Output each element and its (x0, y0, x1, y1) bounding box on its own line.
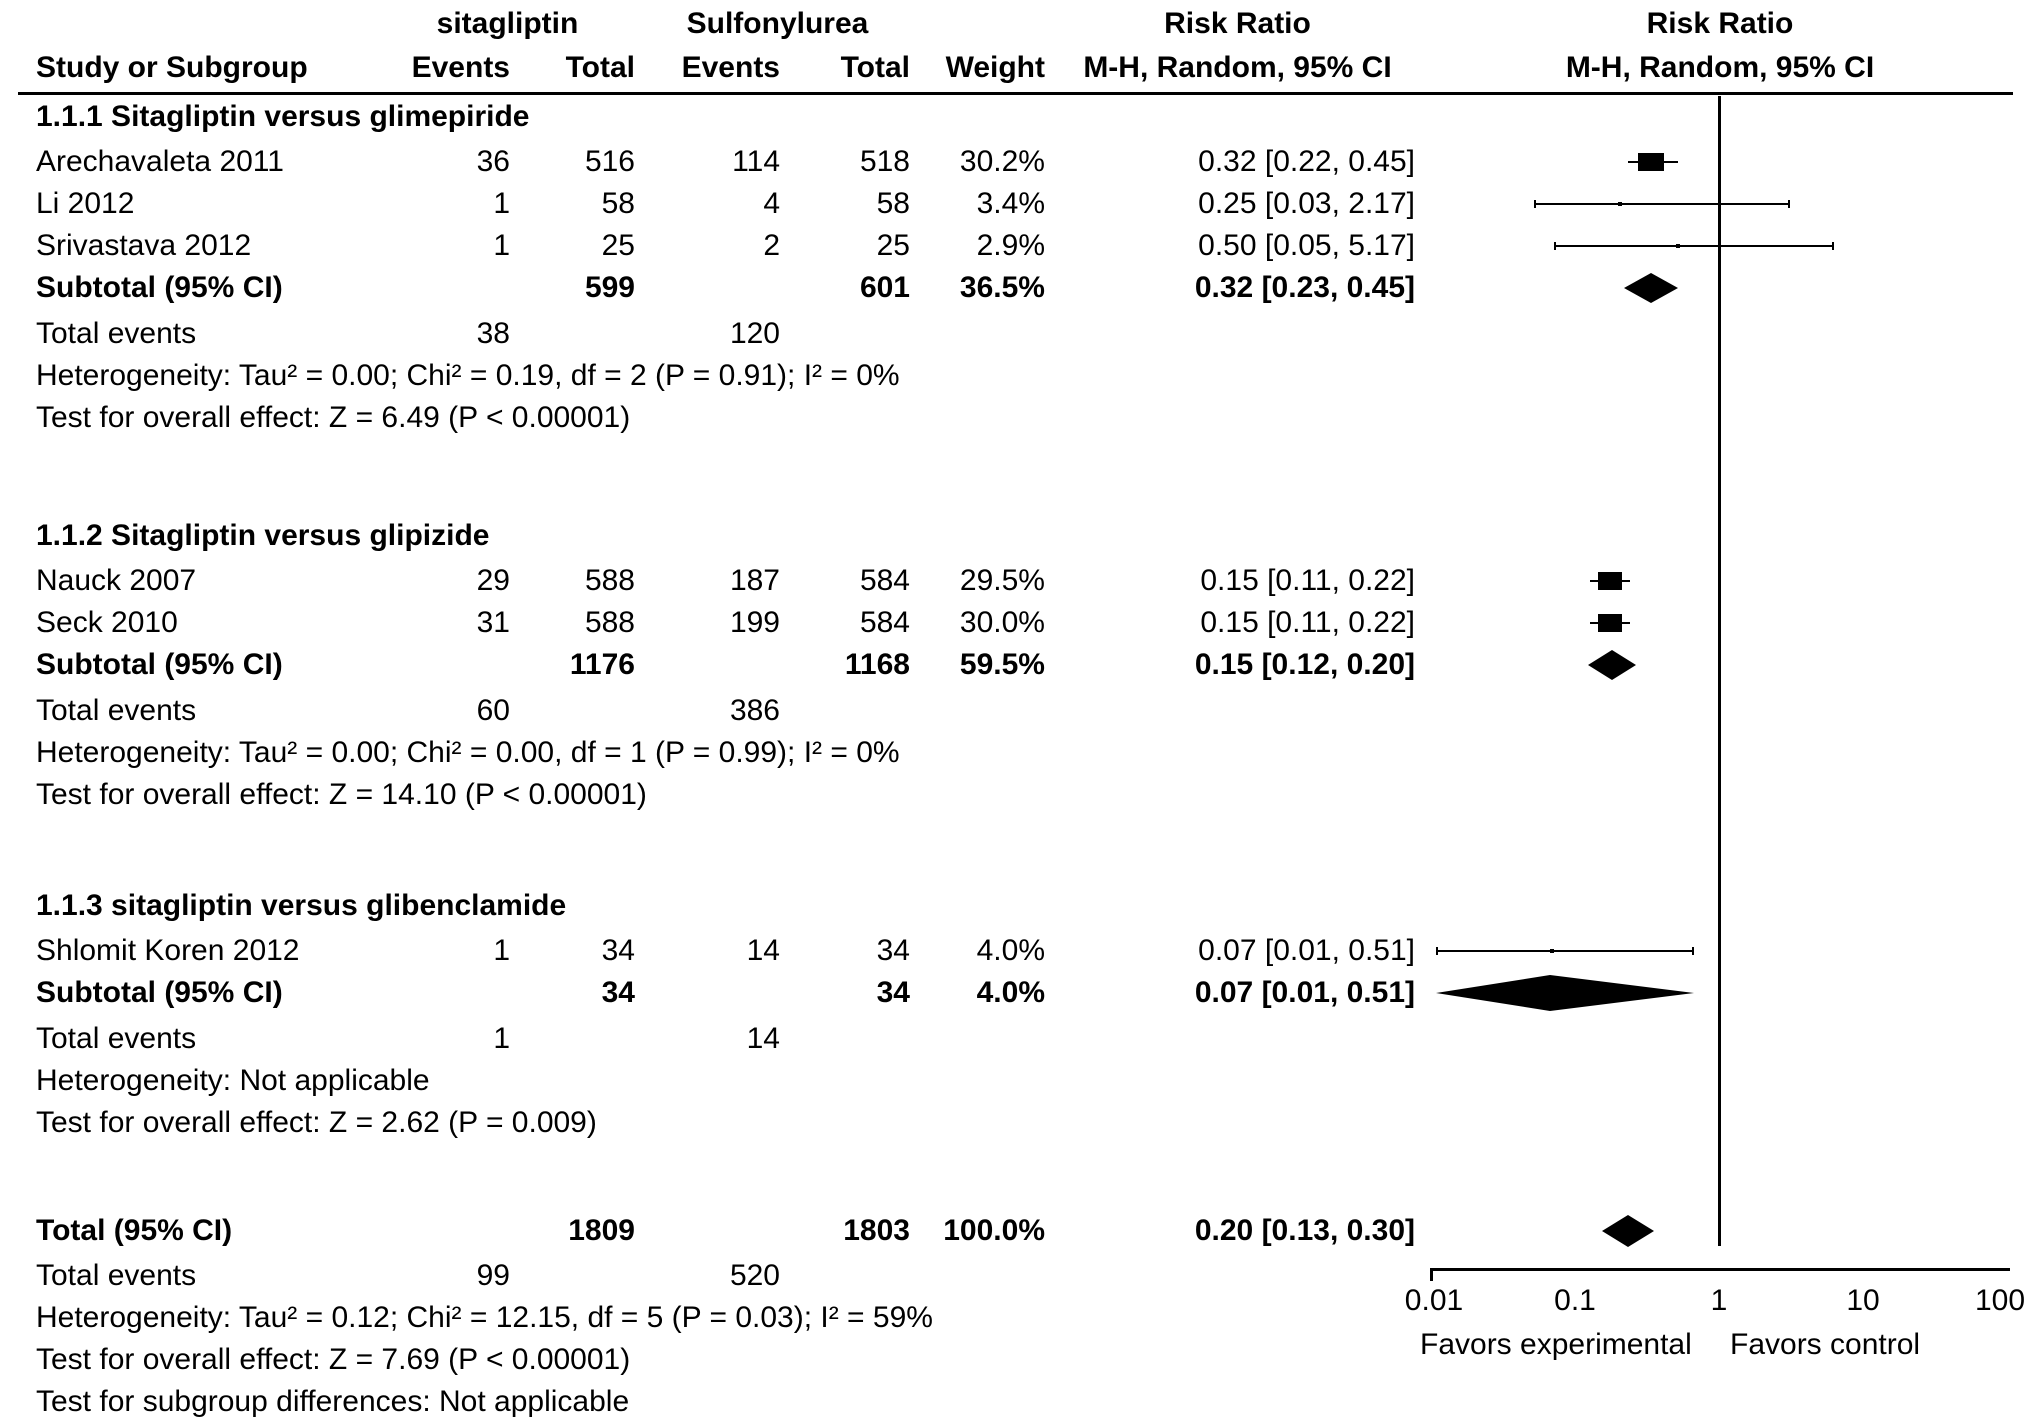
study-events-2: 2 (763, 229, 780, 262)
header-weight: Weight (945, 51, 1045, 84)
axis-tick-label: 1 (1710, 1284, 1728, 1317)
subtotal-total-1: 34 (601, 976, 635, 1009)
total-total-2: 1803 (843, 1214, 910, 1247)
total-total-1: 1809 (568, 1214, 635, 1247)
axis-line (1430, 1268, 2010, 1271)
study-marker (1430, 560, 2010, 602)
header-events-1: Events (411, 51, 510, 84)
overall-effect-text: Test for overall effect: Z = 6.49 (P < 0.00001) (36, 401, 631, 434)
study-name: Nauck 2007 (36, 564, 197, 597)
overall-effect-text: Test for overall effect: Z = 7.69 (P < 0.00001) (36, 1343, 631, 1376)
study-name: Arechavaleta 2011 (36, 145, 284, 178)
study-events-2: 199 (729, 606, 780, 639)
study-name: Li 2012 (36, 187, 135, 220)
total-label: Total (95% CI) (36, 1214, 233, 1247)
study-risk-ratio-ci: 0.50 [0.05, 5.17] (1198, 229, 1415, 262)
axis-tick-label: 10 (1846, 1284, 1880, 1317)
subtotal-total-2: 34 (876, 976, 910, 1009)
header-divider (18, 92, 2013, 95)
subtotal-total-1: 599 (584, 271, 635, 304)
study-risk-ratio-ci: 0.25 [0.03, 2.17] (1198, 187, 1415, 220)
header-mh-random-ci-plot: M-H, Random, 95% CI (1565, 51, 1875, 84)
subgroup-heading-1: 1.1.1 Sitagliptin versus glimepiride (36, 100, 530, 133)
total-events-1: 99 (476, 1259, 510, 1292)
subtotal-risk-ratio-ci: 0.07 [0.01, 0.51] (1194, 976, 1415, 1009)
total-events-1: 60 (476, 694, 510, 727)
total-events-label: Total events (36, 1259, 197, 1292)
axis-tick-label: 0.1 (1554, 1284, 1596, 1317)
study-name: Shlomit Koren 2012 (36, 934, 300, 967)
x-axis (1404, 1268, 2026, 1368)
study-risk-ratio-ci: 0.15 [0.11, 0.22] (1200, 606, 1415, 639)
subtotal-label: Subtotal (95% CI) (36, 648, 283, 681)
study-weight: 3.4% (976, 187, 1045, 220)
total-diamond (1430, 1210, 2010, 1252)
study-marker (1430, 141, 2010, 183)
study-total-1: 588 (584, 606, 635, 639)
study-events-1: 1 (493, 229, 510, 262)
header-group-sulfonylurea: Sulfonylurea (686, 7, 869, 40)
study-total-2: 34 (876, 934, 910, 967)
subtotal-label: Subtotal (95% CI) (36, 976, 283, 1009)
subtotal-risk-ratio-ci: 0.15 [0.12, 0.20] (1194, 648, 1415, 681)
subgroup-differences-text: Test for subgroup differences: Not applicable (36, 1385, 630, 1418)
study-total-1: 588 (584, 564, 635, 597)
subtotal-weight: 36.5% (959, 271, 1045, 304)
study-total-2: 58 (876, 187, 910, 220)
total-events-2: 386 (729, 694, 780, 727)
subtotal-risk-ratio-ci: 0.32 [0.23, 0.45] (1194, 271, 1415, 304)
subtotal-label: Subtotal (95% CI) (36, 271, 283, 304)
heterogeneity-text: Heterogeneity: Tau² = 0.12; Chi² = 12.15, df = 5 (P = 0.03); I² = 59% (36, 1301, 933, 1334)
study-weight: 30.0% (959, 606, 1045, 639)
study-events-2: 187 (729, 564, 780, 597)
axis-tick-label: 100 (1974, 1284, 2026, 1317)
study-risk-ratio-ci: 0.15 [0.11, 0.22] (1200, 564, 1415, 597)
heterogeneity-text: Heterogeneity: Not applicable (36, 1064, 430, 1097)
table-header-row-1 (0, 2, 2031, 46)
header-risk-ratio-plot: Risk Ratio (1646, 7, 1794, 40)
study-name: Seck 2010 (36, 606, 178, 639)
subtotal-diamond (1430, 644, 2010, 686)
study-total-1: 34 (601, 934, 635, 967)
study-total-2: 584 (859, 564, 910, 597)
forest-plot-area (1430, 96, 2010, 1246)
study-events-1: 31 (476, 606, 510, 639)
study-total-1: 25 (601, 229, 635, 262)
overall-effect-text: Test for overall effect: Z = 14.10 (P < 0.00001) (36, 778, 647, 811)
study-total-2: 25 (876, 229, 910, 262)
subtotal-diamond (1430, 972, 2010, 1014)
total-events-1: 38 (476, 317, 510, 350)
study-total-2: 584 (859, 606, 910, 639)
subtotal-weight: 59.5% (959, 648, 1045, 681)
study-events-2: 4 (763, 187, 780, 220)
study-risk-ratio-ci: 0.32 [0.22, 0.45] (1198, 145, 1415, 178)
study-weight: 4.0% (976, 934, 1045, 967)
study-events-1: 29 (476, 564, 510, 597)
subgroup-heading-3: 1.1.3 sitagliptin versus glibenclamide (36, 889, 567, 922)
total-events-2: 120 (729, 317, 780, 350)
axis-label-favors-experimental: Favors experimental (1420, 1328, 1692, 1361)
study-marker (1430, 930, 2010, 972)
study-marker (1430, 225, 2010, 267)
subgroup-heading-2: 1.1.2 Sitagliptin versus glipizide (36, 519, 490, 552)
study-weight: 30.2% (959, 145, 1045, 178)
total-events-label: Total events (36, 317, 197, 350)
study-weight: 29.5% (959, 564, 1045, 597)
heterogeneity-text: Heterogeneity: Tau² = 0.00; Chi² = 0.00, df = 1 (P = 0.99); I² = 0% (36, 736, 900, 769)
total-risk-ratio-ci: 0.20 [0.13, 0.30] (1194, 1214, 1415, 1247)
study-name: Srivastava 2012 (36, 229, 252, 262)
total-events-label: Total events (36, 694, 197, 727)
axis-tick (1430, 1268, 1433, 1281)
subtotal-total-1: 1176 (569, 648, 635, 681)
subtotal-total-2: 1168 (844, 648, 910, 681)
total-events-label: Total events (36, 1022, 197, 1055)
total-events-1: 1 (493, 1022, 510, 1055)
table-header-row-2 (0, 46, 2031, 90)
header-study-or-subgroup: Study or Subgroup (36, 51, 308, 84)
study-total-1: 58 (601, 187, 635, 220)
study-marker (1430, 183, 2010, 225)
header-group-sitagliptin: sitagliptin (436, 7, 579, 40)
subtotal-weight: 4.0% (976, 976, 1045, 1009)
study-events-2: 14 (746, 934, 780, 967)
study-total-2: 518 (859, 145, 910, 178)
header-events-2: Events (681, 51, 780, 84)
subtotal-diamond (1430, 267, 2010, 309)
header-risk-ratio: Risk Ratio (1164, 7, 1311, 40)
header-total-2: Total (840, 51, 910, 84)
study-risk-ratio-ci: 0.07 [0.01, 0.51] (1198, 934, 1415, 967)
study-weight: 2.9% (976, 229, 1045, 262)
study-total-1: 516 (584, 145, 635, 178)
axis-tick-label: 0.01 (1404, 1284, 1464, 1317)
heterogeneity-text: Heterogeneity: Tau² = 0.00; Chi² = 0.19, df = 2 (P = 0.91); I² = 0% (36, 359, 900, 392)
header-mh-random-ci: M-H, Random, 95% CI (1083, 51, 1392, 84)
overall-effect-text: Test for overall effect: Z = 2.62 (P = 0.009) (36, 1106, 597, 1139)
axis-label-favors-control: Favors control (1730, 1328, 1921, 1361)
total-events-2: 520 (729, 1259, 780, 1292)
study-events-2: 114 (732, 145, 780, 178)
study-marker (1430, 602, 2010, 644)
total-events-2: 14 (746, 1022, 780, 1055)
subgroup-differences-row (0, 1381, 2031, 1423)
study-events-1: 36 (476, 145, 510, 178)
total-weight: 100.0% (943, 1214, 1045, 1247)
study-events-1: 1 (493, 187, 510, 220)
header-total-1: Total (565, 51, 635, 84)
subtotal-total-2: 601 (859, 271, 910, 304)
study-events-1: 1 (493, 934, 510, 967)
